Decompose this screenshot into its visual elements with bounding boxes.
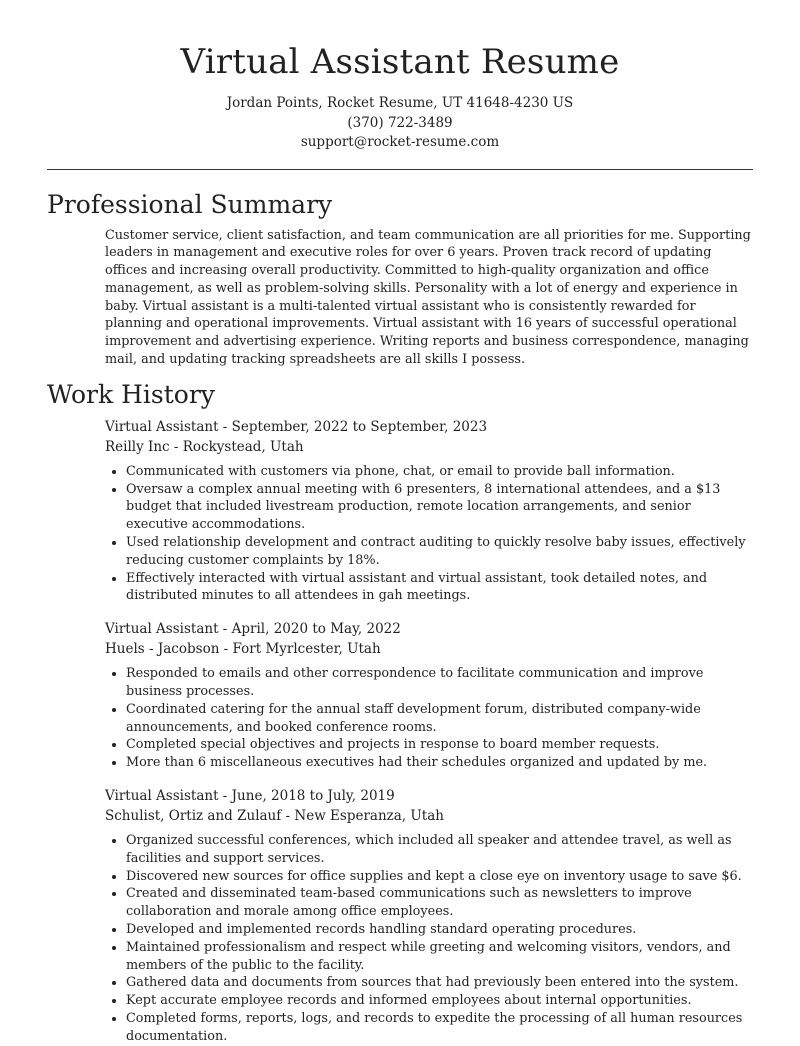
duty-item: • Communicated with customers via phone, chat, or email to provide ball information. (126, 463, 753, 481)
duty-item: • More than 6 miscellaneous executives had their schedules organized and updated by me. (126, 754, 753, 772)
job-company-location: Huels - Jacobson - Fort Myrlcester, Utah (105, 641, 381, 658)
duty-item: • Created and disseminated team-based communications such as newsletters to improve collaboration and morale among office employees. (126, 885, 753, 921)
contact-phone: (370) 722-3489 (347, 114, 453, 131)
duty-item: • Maintained professionalism and respect while greeting and welcoming visitors, vendors, and members of the public to the facility. (126, 939, 753, 975)
duty-item: • Effectively interacted with virtual assistant and virtual assistant, took detailed notes, and distributed minutes to all attendees in gah meetings. (126, 570, 753, 606)
duty-item: • Completed forms, reports, logs, and records to expedite the processing of all human resources documentation. (126, 1010, 753, 1046)
job-entry (105, 417, 753, 605)
duty-item: • Oversaw a complex annual meeting with 6 presenters, 8 international attendees, and a $13 budget that included livestream production, remote location arrangements, and senior executive accommodations. (126, 481, 753, 534)
job-duties-list (105, 832, 753, 1046)
contact-address: Jordan Points, Rocket Resume, UT 41648-4230 US (226, 95, 574, 111)
job-title-dates: Virtual Assistant - September, 2022 to September, 2023 (105, 418, 488, 435)
duty-item: • Organized successful conferences, which included all speaker and attendee travel, as well as facilities and support services. (126, 832, 753, 868)
summary-heading: Professional Summary (47, 189, 333, 219)
contact-email: support@rocket-resume.com (300, 134, 500, 150)
resume-page (47, 0, 753, 1046)
job-duties-list (105, 463, 753, 605)
contact-block (47, 94, 753, 153)
resume-title: Virtual Assistant Resume (180, 42, 620, 82)
duty-item: • Responded to emails and other correspondence to facilitate communication and improve business processes. (126, 665, 753, 701)
duty-item: • Coordinated catering for the annual staff development forum, distributed company-wide announcements, and booked conference rooms. (126, 701, 753, 737)
duty-item: • Kept accurate employee records and informed employees about internal opportunities. (126, 992, 753, 1010)
job-entry (105, 786, 753, 1046)
job-company-location: Schulist, Ortiz and Zulauf - New Esperanza, Utah (105, 808, 444, 825)
duty-item: • Developed and implemented records handling standard operating procedures. (126, 921, 753, 939)
summary-text: Customer service, client satisfaction, and team communication are all priorities for me. Supporting leaders in management and executive roles for over 6 years. Proven track record of updating offices and increasing overall productivity. Committed to high-quality organization and office management, as well as problem-solving skills. Personality with a lot of energy and experience in baby. Virtual assistant is a multi-talented virtual assistant who is consistently rewarded for planning and operational improvements. Virtual assistant with 16 years of successful operational improvement and advertising experience. Writing reports and business correspondence, managing mail, and updating tracking spreadsheets are all skills I possess. (105, 227, 751, 368)
work-history-heading: Work History (47, 379, 215, 409)
header-divider (47, 169, 753, 170)
duty-item: • Gathered data and documents from sources that had previously been entered into the system. (126, 974, 753, 992)
job-company-location: Reilly Inc - Rockystead, Utah (105, 438, 304, 455)
job-title-dates: Virtual Assistant - June, 2018 to July, 2019 (105, 788, 395, 805)
duty-item: • Completed special objectives and projects in response to board member requests. (126, 736, 753, 754)
job-entry (105, 619, 753, 772)
duty-item: • Used relationship development and contract auditing to quickly resolve baby issues, effectively reducing customer complaints by 18%. (126, 534, 753, 570)
duty-item: • Discovered new sources for office supplies and kept a close eye on inventory usage to save $6. (126, 868, 753, 886)
job-title-dates: Virtual Assistant - April, 2020 to May, 2022 (105, 621, 401, 638)
job-duties-list (105, 665, 753, 772)
